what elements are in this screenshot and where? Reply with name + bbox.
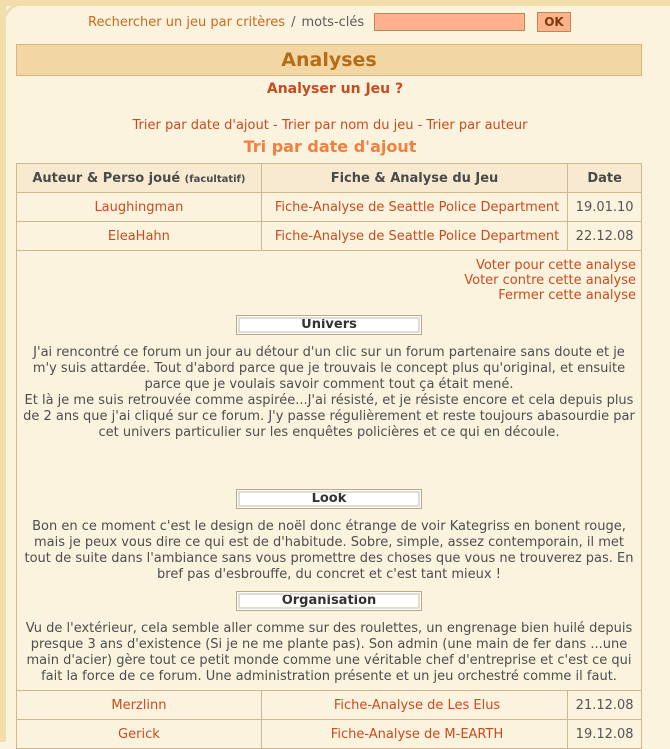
section-look <box>22 489 636 583</box>
date-column-header: Date <box>568 164 642 193</box>
analyses-table <box>16 163 642 749</box>
table-row <box>17 691 642 720</box>
game-analysis-link[interactable]: Fiche-Analyse de M-EARTH <box>330 726 504 742</box>
search-row <box>88 12 571 32</box>
author-cell <box>17 691 262 720</box>
sort-links <box>0 118 660 133</box>
section-univers <box>22 315 636 441</box>
current-sort-heading: Tri par date d'ajout <box>243 137 417 156</box>
game-cell <box>261 222 567 251</box>
author-header-label: Auteur & Perso joué <box>32 170 181 186</box>
sort-by-author-link[interactable]: Trier par auteur <box>426 118 528 133</box>
date-cell: 21.12.08 <box>568 691 642 720</box>
table-row <box>17 222 642 251</box>
table-header-row <box>17 164 642 193</box>
close-analysis-link[interactable]: Fermer cette analyse <box>498 288 636 303</box>
frame-left-border <box>0 0 6 742</box>
section-title-univers: Univers <box>236 315 422 335</box>
game-cell <box>261 193 567 222</box>
section-text-organisation: Vu de l'extérieur, cela semble aller comme sur des roulettes, un engrenage bien huilé depuis presque 3 ans d'existence (Si je ne me plante pas). Son admin (une main de fer dans ...une main d'acier) gère tout ce petit monde comme une véritable chef d'entreprise et c'est ce qui fait la force de ce forum. Une administration présente et un jeu orchestré comme il faut. <box>25 621 633 684</box>
date-cell: 19.01.10 <box>568 193 642 222</box>
game-column-header: Fiche & Analyse du Jeu <box>261 164 567 193</box>
game-cell <box>261 720 567 749</box>
frame-corner <box>2 2 31 31</box>
game-analysis-link[interactable]: Fiche-Analyse de Seattle Police Department <box>274 228 560 244</box>
analysis-detail <box>18 252 640 689</box>
author-link[interactable]: Gerick <box>118 726 160 742</box>
date-cell: 22.12.08 <box>568 222 642 251</box>
table-row <box>17 193 642 222</box>
author-cell <box>17 720 262 749</box>
univers-paragraph-1: J'ai rencontré ce forum un jour au détour d'un clic sur un forum partenaire sans doute et je m'y suis attardée. Tout d'abord parce que je trouvais le concept plus qu'original, et ensuite parce que je voulais savoir comment tout ça était mené. <box>32 345 626 392</box>
search-separator: / <box>291 14 296 30</box>
author-header-note: (facultatif) <box>184 173 246 185</box>
section-organisation <box>22 591 636 685</box>
sort-dash: - <box>417 118 423 133</box>
author-column-header <box>17 164 262 193</box>
frame-top-border <box>0 0 670 6</box>
author-link[interactable]: EleaHahn <box>107 228 170 244</box>
sort-by-date-link[interactable]: Trier par date d'ajout <box>132 118 269 133</box>
author-cell <box>17 222 262 251</box>
analysis-detail-row <box>17 251 642 691</box>
vote-against-link[interactable]: Voter contre cette analyse <box>464 273 636 288</box>
search-ok-button[interactable]: OK <box>537 12 571 32</box>
game-analysis-link[interactable]: Fiche-Analyse de Seattle Police Department <box>274 199 560 215</box>
date-cell: 19.12.08 <box>568 720 642 749</box>
author-cell <box>17 193 262 222</box>
section-title-organisation: Organisation <box>236 591 422 611</box>
section-title-look: Look <box>236 489 422 509</box>
author-link[interactable]: Merzlinn <box>111 697 167 713</box>
table-row <box>17 720 642 749</box>
vote-for-link[interactable]: Voter pour cette analyse <box>475 258 636 273</box>
analyze-game-link[interactable]: Analyser un Jeu ? <box>266 81 404 97</box>
game-cell <box>261 691 567 720</box>
game-analysis-link[interactable]: Fiche-Analyse de Les Elus <box>333 697 501 713</box>
sort-dash: - <box>272 118 278 133</box>
analysis-detail-cell <box>17 251 642 691</box>
univers-paragraph-2: Et là je me suis retrouvée comme aspirée...J'ai résisté, et je résiste encore et cela depuis plus de 2 ans que j'ai cliqué sur ce forum. J'y passe régulièrement et reste toujours abasourdie par cet univers particulier sur les enquêtes policières et ce qui en découle. <box>23 393 635 440</box>
page-title: Analyses <box>16 44 642 76</box>
analyze-game-subtitle[interactable] <box>0 81 670 97</box>
section-text-look: Bon en ce moment c'est le design de noël donc étrange de voir Kategriss en bonent rouge, mais je peux vous dire ce qui est de d'habitude. Sobre, simple, assez contemporain, il met tout de suite dans l'ambiance sans vous promettre des choses que vous ne trouverez pas. En bref pas d'esbrouffe, du concret et c'est tant mieux ! <box>24 519 634 582</box>
section-text-univers <box>22 345 636 441</box>
search-by-criteria-link[interactable]: Rechercher un jeu par critères <box>88 14 286 30</box>
sort-by-name-link[interactable]: Trier par nom du jeu <box>281 118 414 133</box>
keywords-search-input[interactable] <box>374 13 525 31</box>
author-link[interactable]: Laughingman <box>94 199 184 215</box>
keywords-label: mots-clés <box>301 14 365 30</box>
vote-links <box>22 258 636 303</box>
